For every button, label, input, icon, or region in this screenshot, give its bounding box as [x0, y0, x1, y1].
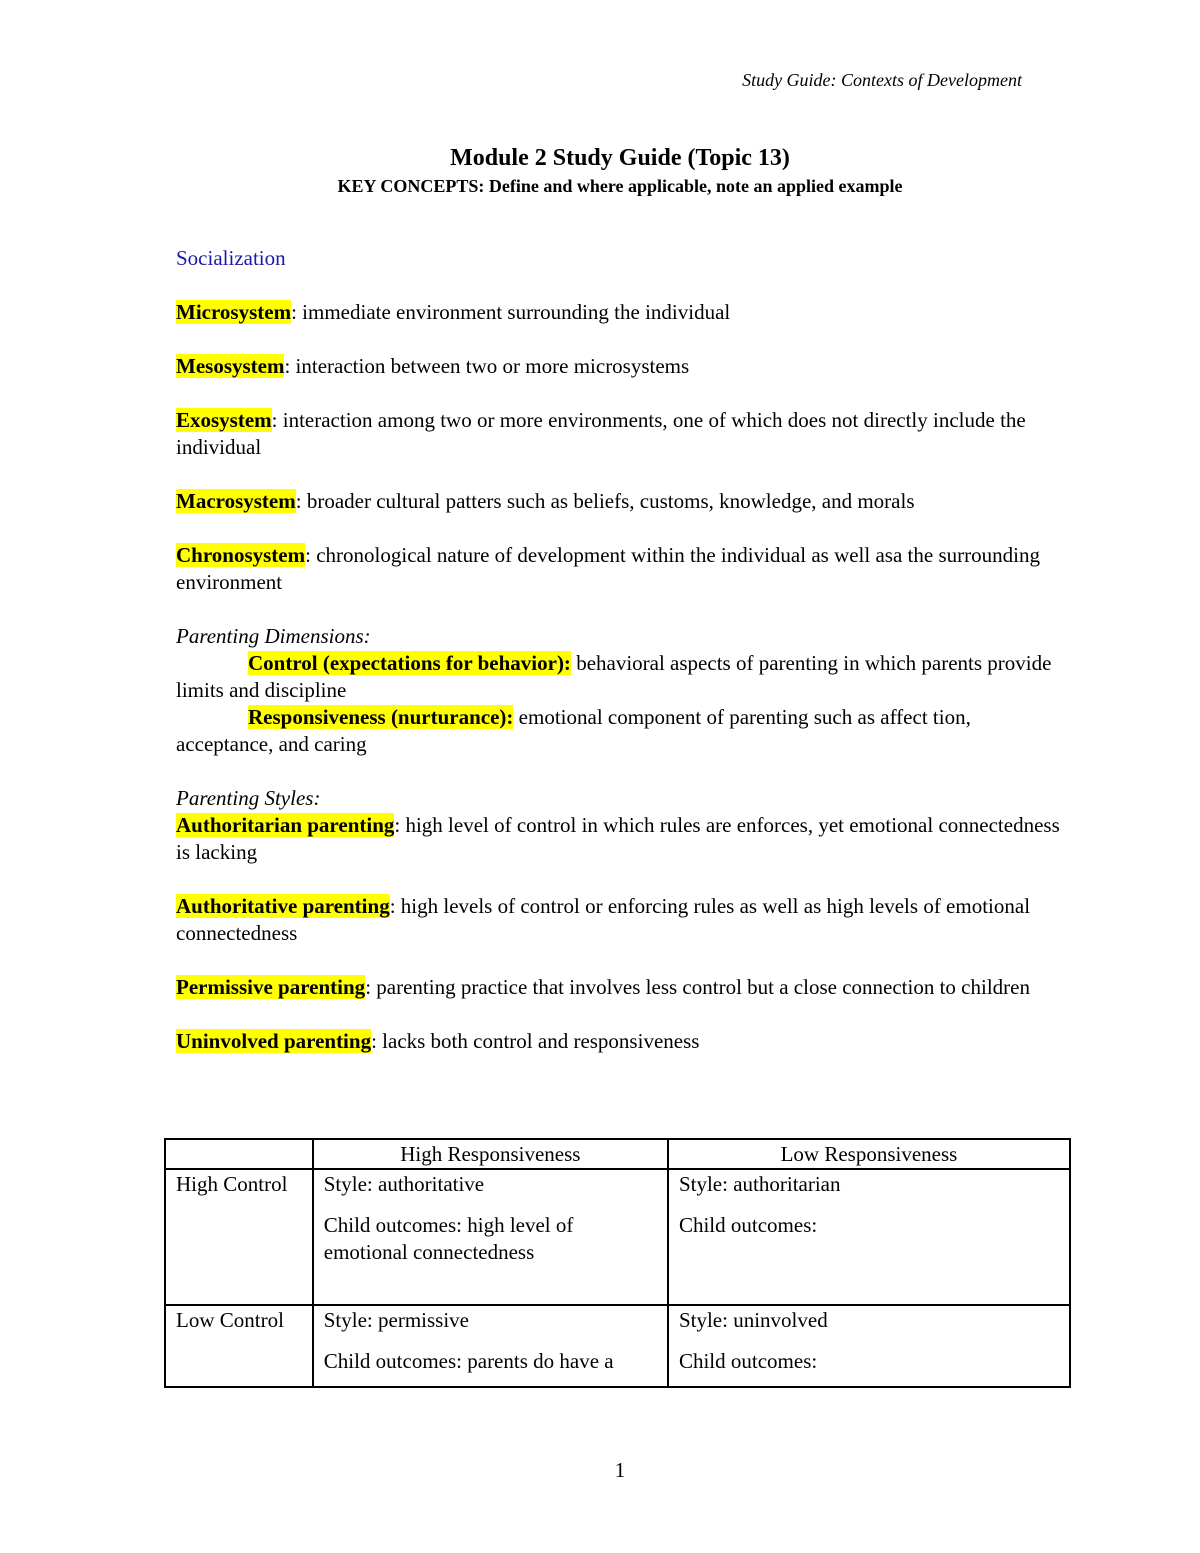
style-uninvolved: [176, 1028, 1066, 1055]
dimension-definition: behavioral aspects of parenting in which parents provide limits and discipline: [176, 651, 1052, 702]
table-corner-cell: [165, 1139, 313, 1169]
term-label: Macrosystem: [176, 489, 296, 513]
col-header-high-responsiveness: High Responsiveness: [313, 1139, 668, 1169]
term-definition: : interaction between two or more microsystems: [284, 354, 690, 378]
style-definition: : lacks both control and responsiveness: [371, 1029, 700, 1053]
style-permissive: [176, 974, 1066, 1001]
dimension-label: Responsiveness (nurturance):: [248, 705, 514, 729]
term-definition: : broader cultural patters such as beliefs, customs, knowledge, and morals: [295, 489, 915, 513]
study-guide-body: [176, 245, 1066, 1082]
term-mesosystem: [176, 353, 1066, 380]
term-microsystem: [176, 299, 1066, 326]
cell-outcomes: Child outcomes: parents do have a: [323, 1349, 614, 1373]
running-header: Study Guide: Contexts of Development: [742, 70, 1022, 90]
table-cell: [313, 1169, 668, 1305]
term-definition: : interaction among two or more environments, one of which does not directly include the individual: [176, 408, 1026, 459]
socialization-heading: Socialization: [176, 246, 286, 270]
term-label: Exosystem: [176, 408, 272, 432]
dimensions-heading: Parenting Dimensions:: [176, 624, 371, 648]
cell-style: Style: authoritarian: [678, 1172, 841, 1196]
style-label: Uninvolved parenting: [176, 1029, 372, 1053]
table-cell: [668, 1169, 1070, 1305]
cell-outcomes: Child outcomes:: [678, 1349, 818, 1373]
style-definition: : high levels of control or enforcing rules as well as high levels of emotional connectedness: [176, 894, 1031, 945]
styles-heading: Parenting Styles:: [176, 786, 321, 810]
table-row: [165, 1305, 1070, 1387]
term-chronosystem: [176, 542, 1066, 596]
col-header-low-responsiveness: Low Responsiveness: [668, 1139, 1070, 1169]
row-header-low-control: Low Control: [165, 1305, 313, 1387]
dimension-label: Control (expectations for behavior):: [248, 651, 571, 675]
dimension-control: [176, 650, 1066, 704]
table-cell: [668, 1305, 1070, 1387]
row-header-high-control: High Control: [165, 1169, 313, 1305]
cell-style: Style: permissive: [323, 1308, 469, 1332]
table-row: [165, 1169, 1070, 1305]
term-macrosystem: [176, 488, 1066, 515]
style-label: Authoritative parenting: [176, 894, 390, 918]
cell-style: Style: uninvolved: [678, 1308, 828, 1332]
page-number: 1: [614, 1458, 626, 1482]
term-label: Mesosystem: [176, 354, 285, 378]
style-definition: : high level of control in which rules are enforces, yet emotional connectedness is lacking: [176, 813, 1060, 864]
term-definition: : chronological nature of development within the individual as well asa the surrounding environment: [176, 543, 1040, 594]
term-label: Microsystem: [176, 300, 292, 324]
page-title: Module 2 Study Guide (Topic 13): [450, 145, 790, 171]
term-exosystem: [176, 407, 1066, 461]
style-definition: : parenting practice that involves less control but a close connection to children: [365, 975, 1030, 999]
cell-style: Style: authoritative: [323, 1172, 485, 1196]
style-label: Authoritarian parenting: [176, 813, 395, 837]
table-cell: [313, 1305, 668, 1387]
dimension-definition: emotional component of parenting such as affect tion, acceptance, and caring: [176, 705, 971, 756]
term-definition: : immediate environment surrounding the individual: [291, 300, 731, 324]
style-label: Permissive parenting: [176, 975, 366, 999]
page-subtitle: KEY CONCEPTS: Define and where applicable, note an applied example: [337, 176, 903, 196]
term-label: Chronosystem: [176, 543, 306, 567]
table-header-row: [165, 1139, 1070, 1169]
cell-outcomes: Child outcomes: high level of emotional connectedness: [323, 1213, 574, 1264]
dimension-responsiveness: [176, 704, 1066, 758]
cell-outcomes: Child outcomes:: [678, 1213, 818, 1237]
style-authoritarian: [176, 812, 1066, 866]
parenting-styles-table: [164, 1138, 1071, 1388]
style-authoritative: [176, 893, 1066, 947]
